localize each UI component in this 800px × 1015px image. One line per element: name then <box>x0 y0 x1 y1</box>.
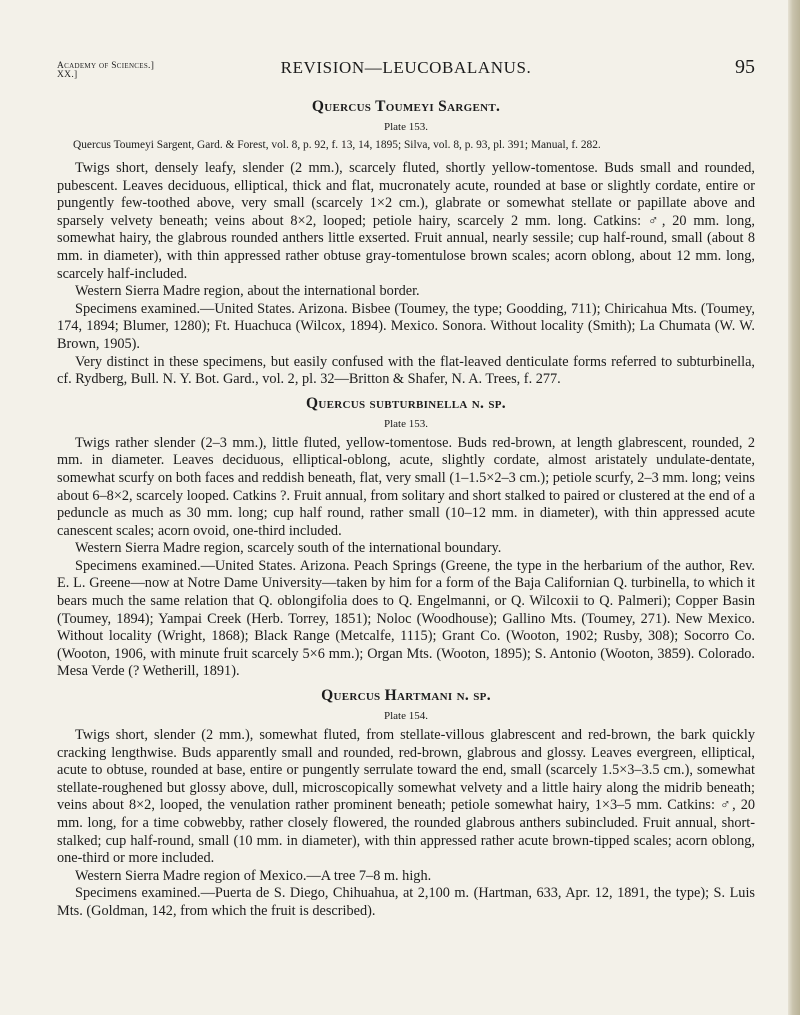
page-edge <box>788 0 800 1015</box>
range-paragraph: Western Sierra Madre region, about the international border. <box>75 283 420 300</box>
remarks-paragraph: Very distinct in these specimens, but easily confused with the flat-leaved denticulate forms referred to subturbinella, cf. Rydberg, Bull. N. Y. Bot. Gard., vol. 2, pl. 32—Britton & Shafer, N. A. Trees, f. 277. <box>57 353 755 388</box>
citation: Quercus Toumeyi Sargent, Gard. & Forest, vol. 8, p. 92, f. 13, 14, 1895; Silva, vol. 8, p. 93, pl. 391; Manual, f. 282. <box>73 139 601 151</box>
description-paragraph: Twigs short, densely leafy, slender (2 mm.), scarcely fluted, shortly yellow-tomentose. Buds small and rounded, pubescent. Leaves deciduous, elliptical, thick and flat, mucronately acute, rounded at base or slightly cordate, entire or pungently few-toothed above, very small (scarcely 1×2 cm.), glabrate or somewhat stellate or papillate above and sparsely velvety beneath; veins about 8×2, looped; petiole hairy, scarcely 2 mm. long. Catkins: ♂, 20 mm. long, somewhat hairy, the glabrous rounded anthers little exserted. Fruit annual, nearly sessile; cup half-round, small (about 8 mm. in diameter), with thin appressed rather obtuse gray-tomentulose brown scales; acorn oblong, about 12 mm. long, scarcely half-included. <box>57 160 755 282</box>
species-title: Quercus Hartmani n. sp. <box>321 687 491 705</box>
plate-reference: Plate 154. <box>384 710 428 723</box>
plate-reference: Plate 153. <box>384 417 428 430</box>
running-title: REVISION—LEUCOBALANUS. <box>280 58 532 77</box>
journal-volume: XX.] <box>57 70 78 80</box>
specimens-paragraph: Specimens examined.—United States. Arizona. Peach Springs (Greene, the type in the herbarium of the author, Rev. E. L. Greene—now at Notre Dame University—taken by him for a form of the Baja Californian Q. turbinella, to which it bears much the same relation that Q. oblongifolia does to Q. Engelmanni, or Q. Wilcoxii to Q. Palmeri); Copper Basin (Toumey, 1894); Yampai Creek (Herb. Torrey, 1851); Noloc (Woodhouse); Gallino Mts. (Toumey, 271). New Mexico. Without locality (Wright, 1868); Black Range (Metcalfe, 1115); Grant Co. (Wooton, 1902; Rusby, 308); Socorro Co. (Wooton, 1906, with minute fruit scarcely 5×6 mm.); Organ Mts. (Wooton, 1895); S. Antonio (Wooton, 3859). Colorado. Mesa Verde (? Wetherill, 1891). <box>57 557 755 680</box>
description-paragraph: Twigs rather slender (2–3 mm.), little fluted, yellow-tomentose. Buds red-brown, at length glabrescent, rounded, 2 mm. in diameter. Leaves deciduous, elliptical-oblong, acute, slightly cordate, almost aristately undulate-dentate, somewhat scurfy on both faces and reddish beneath, flat, very small (1–1.5×2–3 cm.); petiole scurfy, 2–3 mm. long; veins about 6–8×2, scarcely looped. Catkins ?. Fruit annual, from solitary and short stalked to paired or clustered at the end of a peduncle as much as 30 mm. long; cup half round, rather small (10–12 mm. in diameter), with thin appressed acute canescent scales; acorn ovoid, one-third included. <box>57 434 755 539</box>
page-number: 95 <box>735 56 755 78</box>
range-paragraph: Western Sierra Madre region of Mexico.—A tree 7–8 m. high. <box>75 867 432 884</box>
specimens-paragraph: Specimens examined.—Puerta de S. Diego, Chihuahua, at 2,100 m. (Hartman, 633, Apr. 12, 1891, the type); S. Luis Mts. (Goldman, 142, from which the fruit is described). <box>57 885 755 919</box>
specimens-paragraph: Specimens examined.—United States. Arizona. Bisbee (Toumey, the type; Goodding, 711); Chiricahua Mts. (Toumey, 174, 1894; Blumer, 1280); Ft. Huachuca (Wilcox, 1894). Mexico. Sonora. Without locality (Smith); La Chumata (W. W. Brown, 1905). <box>57 300 755 352</box>
journal-name: Academy of Sciences.] <box>57 61 155 71</box>
page-body <box>57 98 755 921</box>
species-section-hartmani <box>57 687 755 921</box>
running-head <box>57 58 755 88</box>
species-section-subturbinella <box>57 395 755 681</box>
species-title: Quercus subturbinella n. sp. <box>306 394 506 412</box>
species-section-toumeyi <box>57 98 755 389</box>
plate-reference: Plate 153. <box>384 121 428 133</box>
species-title: Quercus Toumeyi Sargent. <box>311 98 501 115</box>
description-paragraph: Twigs short, slender (2 mm.), somewhat fluted, from stellate-villous glabrescent and red-brown, the bark quickly cracking lengthwise. Buds apparently small and rounded, red-brown, glabrous and glossy. Leaves evergreen, elliptical, acute to obtuse, rounded at base, entire or pungently serrulate toward the end, small (scarcely 1.5×3–3.5 cm.), somewhat stellate-roughened but glossy above, dull, microscopically somewhat velvety and a little hairy along the midrib beneath; veins about 8×2, looped, the venulation rather prominent beneath; petiole somewhat hairy, 1×3–5 mm. Catkins: ♂, 20 mm. long, for a time cobwebby, rather closely flowered, the rounded glabrous anthers subincluded. Fruit annual, short-stalked; cup half-round, small (10 mm. in diameter), with thin appressed rather acute brown-tipped scales; acorn oblong, one-third or more included. <box>57 727 755 867</box>
range-paragraph: Western Sierra Madre region, scarcely south of the international boundary. <box>75 540 502 557</box>
